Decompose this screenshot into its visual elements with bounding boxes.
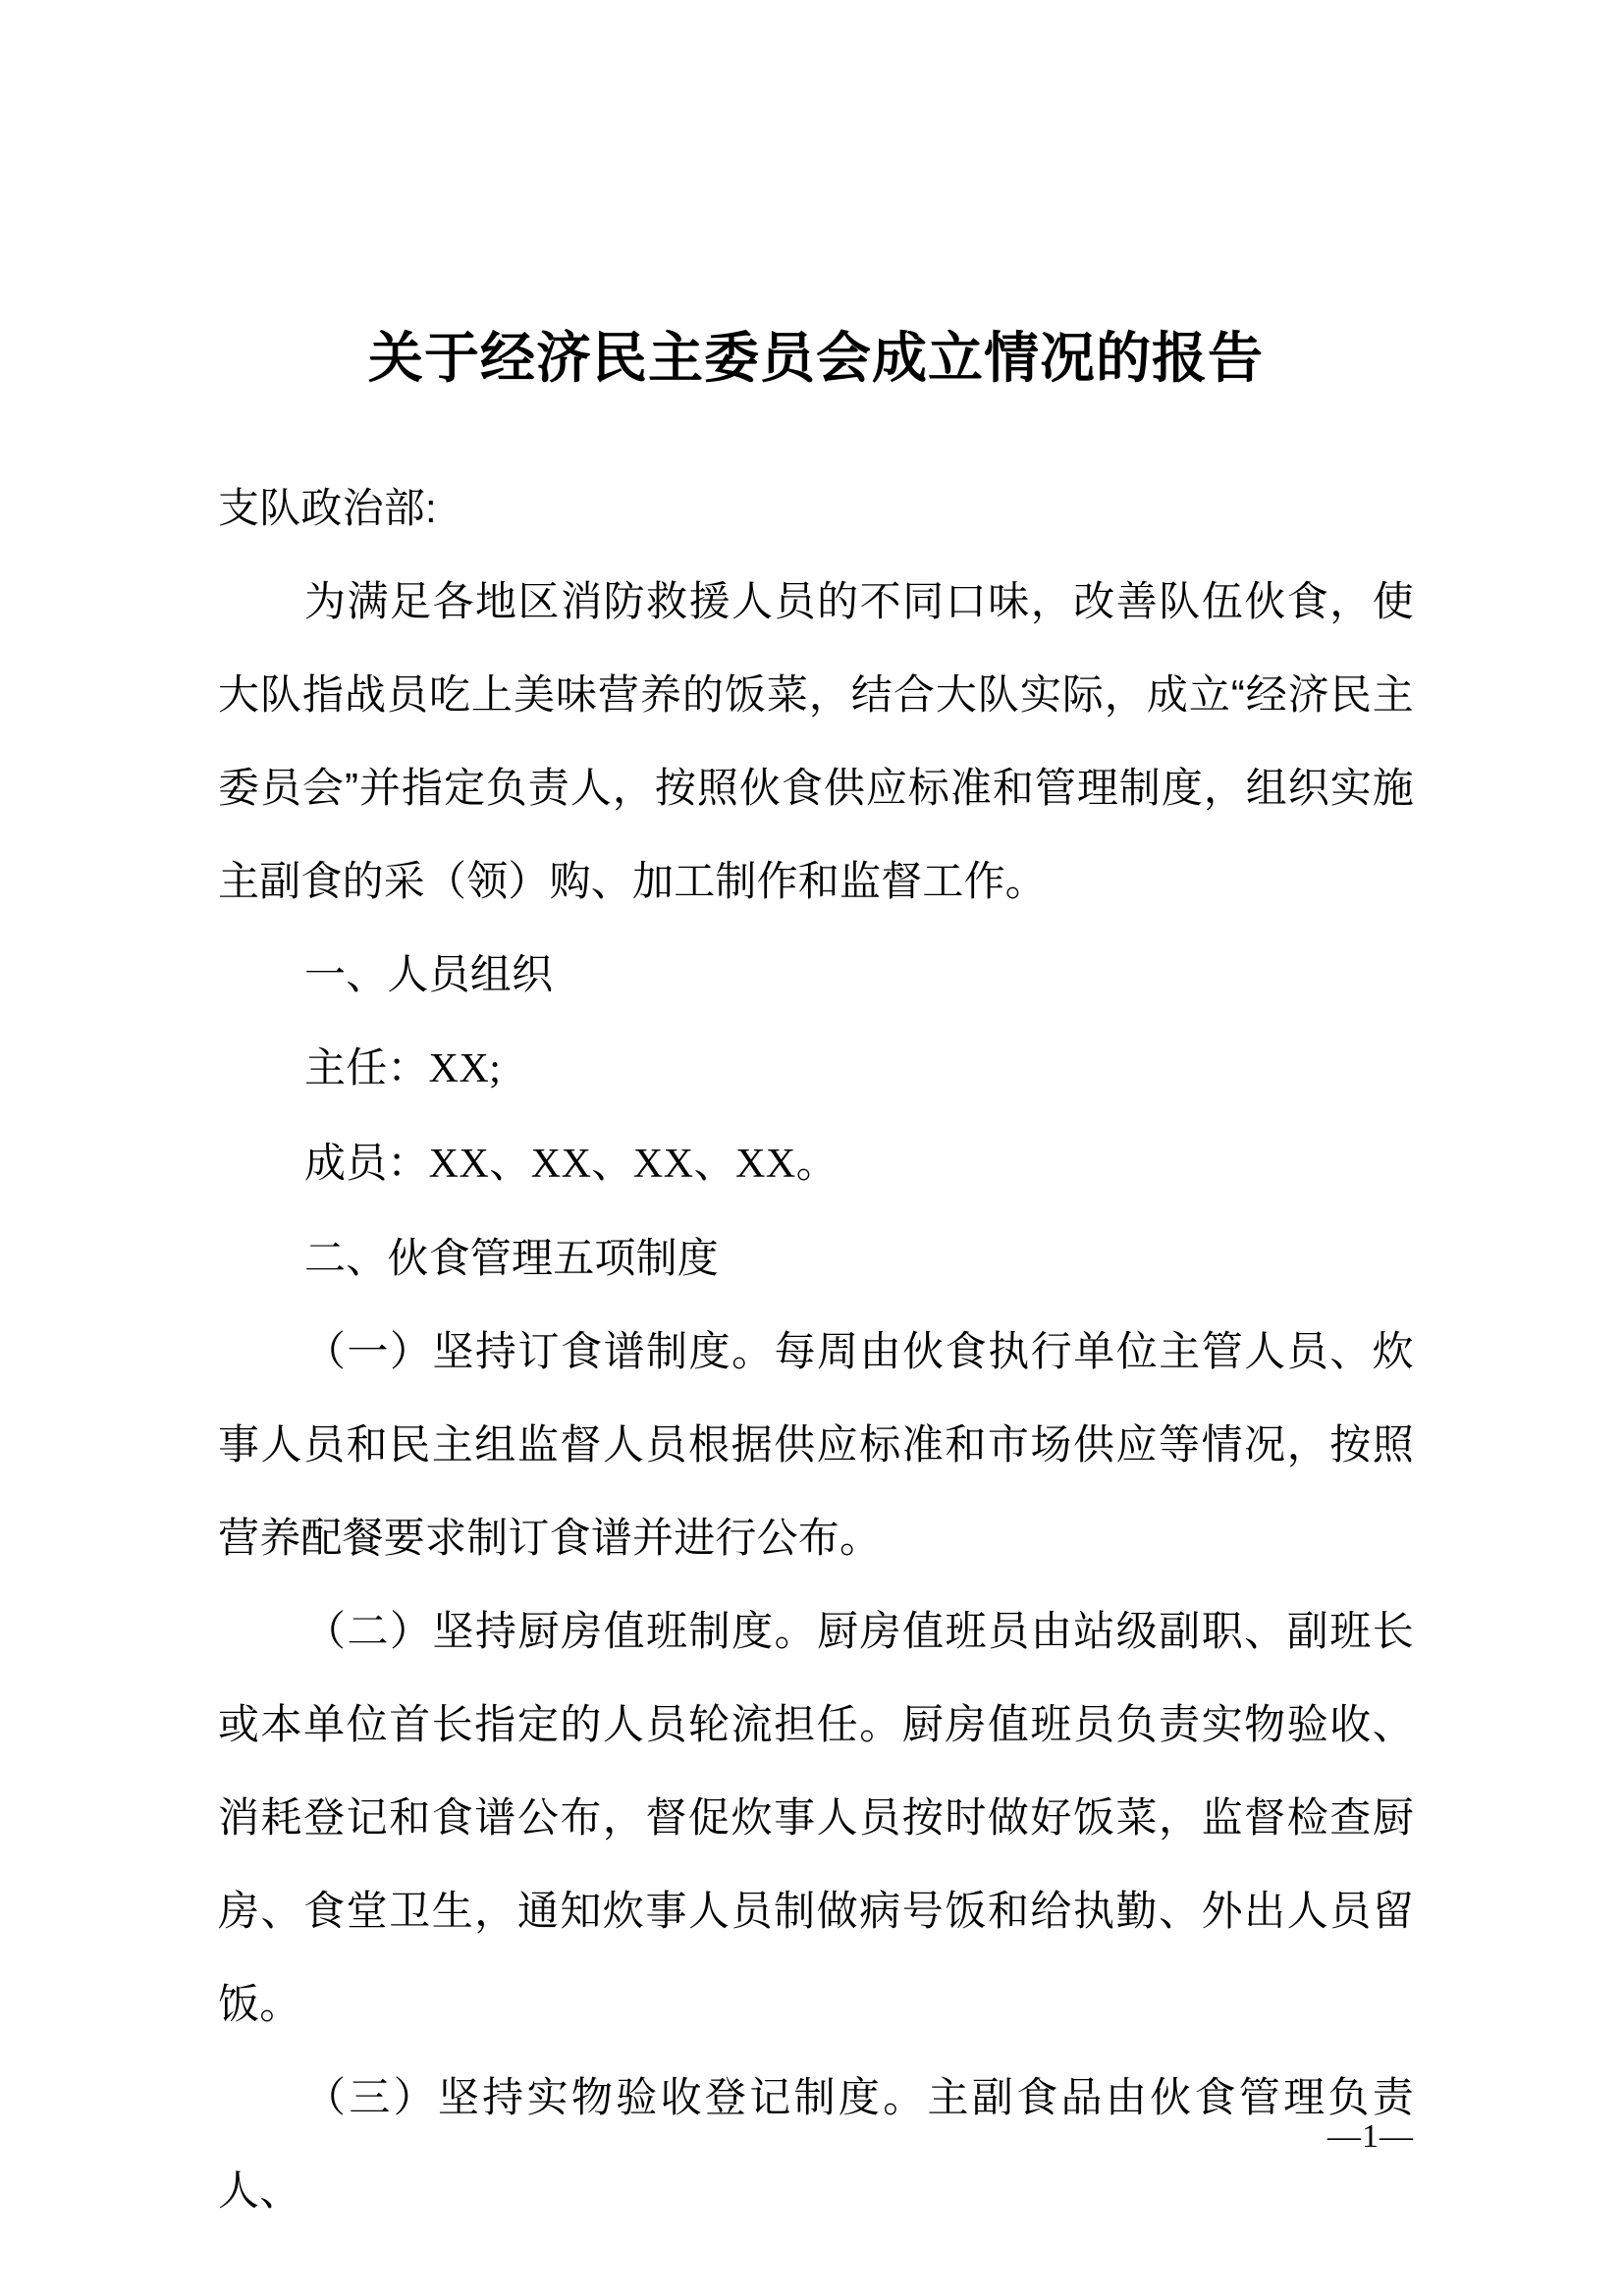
director-line bbox=[218, 1021, 1414, 1116]
members-label: 成员： bbox=[304, 1140, 429, 1186]
paragraph-item-two: （二）坚持厨房值班制度。厨房值班员由站级副职、副班长或本单位首长指定的人员轮流担任。厨房值班员负责实物验收、消耗登记和食谱公布，督促炊事人员按时做好饭菜，监督检查厨房、食堂卫生，通知炊事人员制做病号饭和给执勤、外出人员留饭。 bbox=[218, 1608, 1414, 2027]
members-value: XX、XX、XX、XX。 bbox=[428, 1142, 839, 1187]
director-label: 主任： bbox=[304, 1044, 429, 1091]
page-number: —1— bbox=[1327, 2118, 1414, 2155]
paragraph-opening: 为满足各地区消防救援人员的不同口味，改善队伍伙食，使大队指战员吃上美味营养的饭菜，结合大队实际，成立“经济民主委员会”并指定负责人，按照伙食供应标准和管理制度，组织实施主副食的采（领）购、加工制作和监督工作。 bbox=[218, 578, 1414, 904]
section-heading-one: 一、人员组织 bbox=[304, 951, 554, 997]
paragraph-item-one: （一）坚持订食谱制度。每周由伙食执行单位主管人员、炊事人员和民主组监督人员根据供应标准和市场供应等情况，按照营养配餐要求制订食谱并进行公布。 bbox=[218, 1328, 1414, 1561]
section-heading-two: 二、伙食管理五项制度 bbox=[304, 1235, 720, 1281]
document-body bbox=[218, 461, 1414, 2237]
director-value: XX; bbox=[428, 1046, 502, 1092]
members-line bbox=[218, 1116, 1414, 1211]
page-content-column bbox=[218, 0, 1414, 2296]
page-title: 关于经济民主委员会成立情况的报告 bbox=[368, 326, 1264, 389]
addressee-line: 支队政治部: bbox=[218, 485, 437, 531]
paragraph-item-three: （三）坚持实物验收登记制度。主副食品由伙食管理负责人、 bbox=[218, 2074, 1414, 2214]
